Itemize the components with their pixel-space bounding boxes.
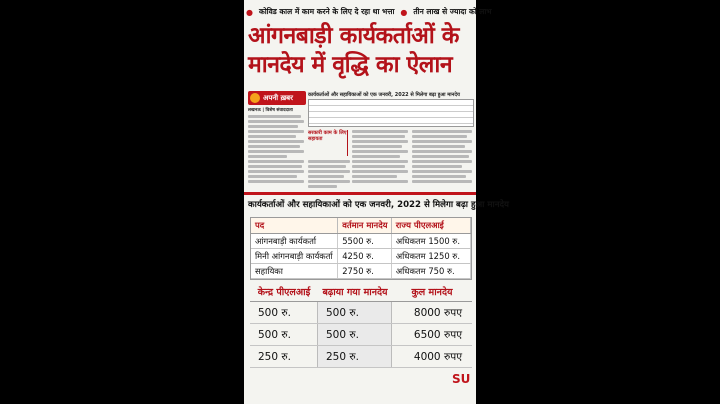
bullet-icon: ● [400, 7, 408, 17]
cell-state-pli: अधिकतम 750 रु. [392, 264, 471, 278]
ticker-strip [244, 4, 492, 20]
header-state-pli: राज्य पीएलआई [392, 218, 471, 233]
article-column-2b [308, 160, 350, 190]
table-row [251, 234, 471, 249]
logo-circle-icon [250, 93, 260, 103]
honorarium-table-current [250, 217, 472, 280]
table-row [251, 249, 471, 264]
cell-central-pli: 500 रु. [250, 302, 318, 323]
mini-table [308, 99, 474, 127]
header-total-honorarium: कुल मानदेय [411, 287, 453, 298]
article-column-3 [412, 130, 472, 190]
cell-increase: 500 रु. [318, 324, 392, 345]
article-column-2 [352, 130, 408, 190]
cell-current: 5500 रु. [338, 234, 392, 248]
header-post: पद [251, 218, 338, 233]
cell-current: 4250 रु. [338, 249, 392, 263]
cell-state-pli: अधिकतम 1250 रु. [392, 249, 471, 263]
table-caption: कार्यकर्ताओं और सहायिकाओं को एक जनवरी, 2022 से मिलेगा बढ़ा हुआ मानदेय [248, 200, 510, 210]
cell-total: 6500 रुपए [413, 328, 462, 341]
cell-post: आंगनबाड़ी कार्यकर्ता [251, 234, 338, 248]
cell-current: 2750 रु. [338, 264, 392, 278]
ticker-item-1: कोविड काल में काम करने के लिए दे रहा था भत्ता [258, 7, 395, 16]
cell-state-pli: अधिकतम 1500 रु. [392, 234, 471, 248]
bullet-icon: ● [246, 7, 253, 17]
ticker-item-2: तीन लाख से ज्यादा को लाभ [413, 7, 492, 16]
channel-watermark: SU [452, 372, 471, 386]
cell-total: 8000 रुपए [413, 306, 462, 319]
table-header-row [251, 218, 471, 234]
mini-table-row [309, 118, 473, 124]
headline [248, 22, 474, 80]
cell-post: मिनी आंगनबाड़ी कार्यकर्ता [251, 249, 338, 263]
table-row [251, 264, 471, 279]
cell-increase: 500 रु. [318, 302, 392, 323]
cell-central-pli: 500 रु. [250, 324, 318, 345]
article-column-1 [248, 108, 304, 194]
byline: लखनऊ | विशेष संवाददाता [248, 108, 293, 113]
mini-table-title: कार्यकर्ताओं और सहायिकाओं को एक जनवरी, 2022 से मिलेगा बढ़ा हुआ मानदेय [308, 92, 460, 98]
table-header-row [250, 282, 472, 302]
side-quote: सरकारी काम के लिए सहायता [308, 130, 348, 156]
honorarium-table-increase [250, 282, 472, 368]
header-central-pli: केन्द्र पीएलआई [257, 287, 311, 298]
header-increased-honorarium: बढ़ाया गया मानदेय [322, 287, 388, 298]
headline-line-2: मानदेय में वृद्धि का ऐलान [248, 52, 453, 78]
section-logo [248, 91, 306, 105]
cell-total: 4000 रुपए [413, 350, 462, 363]
logo-label: अपनी ख़बर [263, 93, 294, 102]
newspaper-clipping [244, 0, 510, 404]
divider-band [244, 192, 476, 195]
table-row [250, 324, 472, 346]
cell-central-pli: 250 रु. [250, 346, 318, 367]
header-current-honorarium: वर्तमान मानदेय [338, 218, 392, 233]
table-row [250, 346, 472, 368]
headline-line-1: आंगनबाड़ी कार्यकर्ताओं के [248, 23, 459, 49]
cell-post: सहायिका [251, 264, 338, 278]
table-row [250, 302, 472, 324]
cell-increase: 250 रु. [318, 346, 392, 367]
